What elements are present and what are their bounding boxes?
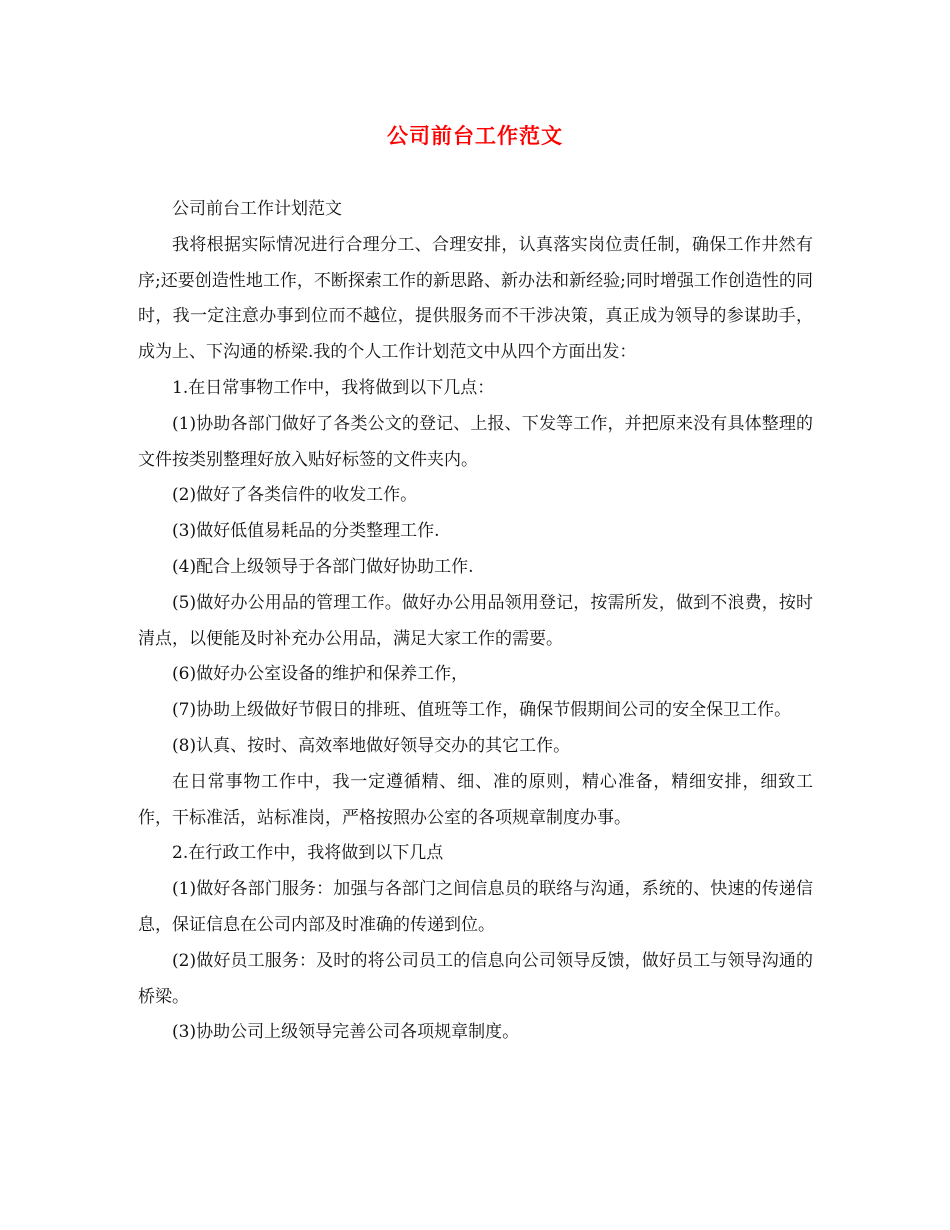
- list-item: (6)做好办公室设备的维护和保养工作，: [172, 664, 469, 685]
- document-body: [138, 192, 813, 1051]
- list-item: (1)做好各部门服务：加强与各部门之间信息员的联络与沟通，系统的、快速的传递信息，保证信息在公司内部及时准确的传递到位。: [138, 879, 813, 935]
- section-heading-daily-work: 1.在日常事物工作中，我将做到以下几点：: [172, 377, 495, 398]
- section-heading-admin-work: 2.在行政工作中，我将做到以下几点: [172, 843, 444, 864]
- list-item: (7)协助上级做好节假日的排班、值班等工作，确保节假期间公司的安全保卫工作。: [172, 700, 792, 721]
- list-item: (3)做好低值易耗品的分类整理工作.: [172, 521, 440, 542]
- document-title: 公司前台工作范文: [387, 124, 563, 148]
- paragraph-principle: 在日常事物工作中，我一定遵循精、细、准的原则，精心准备，精细安排，细致工作，干标准活，站标准岗，严格按照办公室的各项规章制度办事。: [138, 771, 813, 828]
- list-item: (3)协助公司上级领导完善公司各项规章制度。: [172, 1022, 520, 1043]
- list-item: (2)做好员工服务：及时的将公司员工的信息向公司领导反馈，做好员工与领导沟通的桥梁。: [138, 950, 813, 1007]
- list-item: (2)做好了各类信件的收发工作。: [172, 485, 418, 506]
- paragraph-subtitle: 公司前台工作计划范文: [172, 199, 342, 219]
- list-item: (5)做好办公用品的管理工作。做好办公用品领用登记，按需所发，做到不浪费，按时清点，以便能及时补充办公用品，满足大家工作的需要。: [138, 592, 813, 649]
- list-item: (4)配合上级领导于各部门做好协助工作.: [172, 556, 474, 577]
- paragraph-intro: 我将根据实际情况进行合理分工、合理安排，认真落实岗位责任制，确保工作井然有序;还要创造性地工作，不断探索工作的新思路、新办法和新经验;同时增强工作创造性的同时，我一定注意办事到位而不越位，提供服务而不干涉决策，真正成为领导的参谋助手，成为上、下沟通的桥梁.我的个人工作计划范文中从四个方面出发：: [138, 234, 813, 363]
- list-item: (8)认真、按时、高效率地做好领导交办的其它工作。: [172, 735, 571, 756]
- list-item: (1)协助各部门做好了各类公文的登记、上报、下发等工作，并把原来没有具体整理的文件按类别整理好放入贴好标签的文件夹内。: [138, 413, 813, 470]
